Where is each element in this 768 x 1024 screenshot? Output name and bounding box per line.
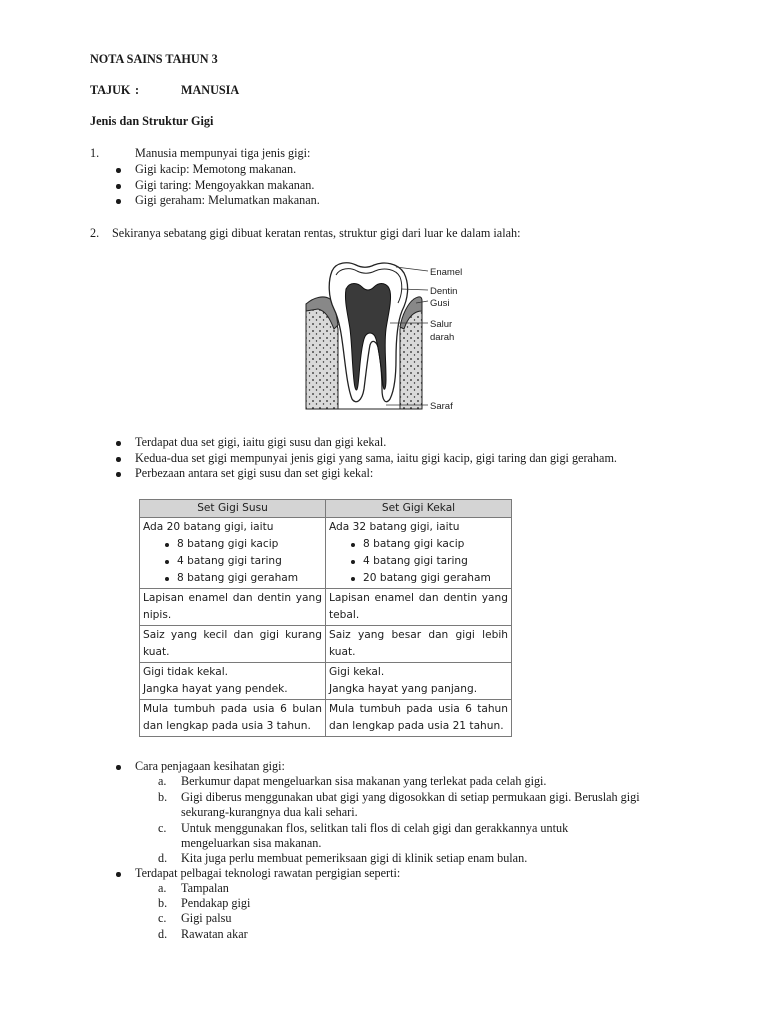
bullet-icon [116, 441, 121, 446]
set-bullet-text: Terdapat dua set gigi, iaitu gigi susu dan gigi kekal. [135, 435, 387, 449]
list-item: 20 batang gigi geraham [351, 570, 508, 587]
label-saraf: Saraf [430, 401, 453, 412]
table-row [140, 518, 512, 589]
point-2-text: Sekiranya sebatang gigi dibuat keratan rentas, struktur gigi dari luar ke dalam ialah: [112, 226, 521, 240]
list-item: 8 batang gigi kacip [351, 536, 508, 553]
document-title: NOTA SAINS TAHUN 3 [90, 52, 218, 66]
table-cell: Lapisan enamel dan dentin yang tebal. [326, 589, 512, 626]
tooth-type-item: Gigi taring: Mengoyakkan makanan. [135, 178, 315, 192]
bullet-icon [116, 765, 121, 770]
tech-heading: Terdapat pelbagai teknologi rawatan pergigian seperti: [135, 866, 401, 880]
table-cell [140, 518, 326, 589]
point-1-number: 1. [90, 146, 100, 160]
care-item-text: Untuk menggunakan flos, selitkan tali flos di celah gigi dan gerakkannya untuk [181, 821, 569, 835]
tech-item-letter: d. [158, 927, 168, 941]
care-item-letter: b. [158, 790, 168, 804]
table-cell: Saiz yang besar dan gigi lebih kuat. [326, 626, 512, 663]
tech-item-text: Gigi palsu [181, 911, 232, 925]
list-item: 4 batang gigi taring [351, 553, 508, 570]
header-set-gigi-kekal: Set Gigi Kekal [326, 500, 512, 518]
list-item: 8 batang gigi kacip [165, 536, 322, 553]
table-row [140, 626, 512, 663]
cell-intro: Ada 32 batang gigi, iaitu [329, 521, 460, 533]
label-darah: darah [430, 332, 455, 343]
set-bullet-text: Kedua-dua set gigi mempunyai jenis gigi yang sama, iaitu gigi kacip, gigi taring dan gigi geraham. [135, 451, 617, 465]
topic-label: TAJUK [90, 83, 131, 97]
bullet-icon [116, 457, 121, 462]
point-1-text: Manusia mempunyai tiga jenis gigi: [135, 146, 311, 160]
label-salur: Salur [430, 319, 453, 330]
label-dentin: Dentin [430, 286, 458, 297]
label-gusi: Gusi [430, 298, 450, 309]
table-cell [326, 663, 512, 700]
tech-item-text: Tampalan [181, 881, 229, 895]
table-row [140, 589, 512, 626]
bullet-icon [116, 199, 121, 204]
point-2-number: 2. [90, 226, 100, 240]
care-item-text: mengeluarkan sisa makanan. [181, 836, 322, 850]
table-header-row [140, 500, 512, 518]
table-cell: Mula tumbuh pada usia 6 bulan dan lengkap pada usia 3 tahun. [140, 700, 326, 737]
list-item: 4 batang gigi taring [165, 553, 322, 570]
table-row [140, 663, 512, 700]
topic-value: MANUSIA [181, 83, 240, 97]
table-cell: Lapisan enamel dan dentin yang nipis. [140, 589, 326, 626]
tech-item-text: Pendakap gigi [181, 896, 251, 910]
tooth-cross-section-diagram [304, 259, 469, 417]
header-set-gigi-susu: Set Gigi Susu [140, 500, 326, 518]
table-cell [140, 663, 326, 700]
care-item-letter: a. [158, 774, 167, 788]
list-item: 8 batang gigi geraham [165, 570, 322, 587]
set-bullet-text: Perbezaan antara set gigi susu dan set gigi kekal: [135, 466, 374, 480]
cell-intro: Ada 20 batang gigi, iaitu [143, 521, 274, 533]
care-item-text: Gigi diberus menggunakan ubat gigi yang digosokkan di setiap permukaan gigi. Beruslah gigi [181, 790, 640, 804]
comparison-table [139, 499, 512, 737]
care-item-text: Kita juga perlu membuat pemeriksaan gigi di klinik setiap enam bulan. [181, 851, 528, 865]
care-item-letter: c. [158, 821, 167, 835]
tech-item-text: Rawatan akar [181, 927, 248, 941]
cell-line: Gigi tidak kekal. [143, 666, 229, 678]
cell-line: Jangka hayat yang pendek. [143, 683, 288, 695]
bullet-icon [116, 168, 121, 173]
tech-item-letter: b. [158, 896, 168, 910]
table-cell: Saiz yang kecil dan gigi kurang kuat. [140, 626, 326, 663]
topic-separator: : [135, 83, 140, 97]
table-row [140, 700, 512, 737]
bullet-icon [116, 184, 121, 189]
care-heading: Cara penjagaan kesihatan gigi: [135, 759, 285, 773]
care-item-text: Berkumur dapat mengeluarkan sisa makanan yang terlekat pada celah gigi. [181, 774, 547, 788]
table-cell: Mula tumbuh pada usia 6 tahun dan lengkap pada usia 21 tahun. [326, 700, 512, 737]
table-cell [326, 518, 512, 589]
bullet-icon [116, 472, 121, 477]
label-enamel: Enamel [430, 267, 463, 278]
bullet-icon [116, 872, 121, 877]
tooth-type-item: Gigi kacip: Memotong makanan. [135, 162, 297, 176]
tech-item-letter: a. [158, 881, 167, 895]
tooth-type-item: Gigi geraham: Melumatkan makanan. [135, 193, 320, 207]
section-title: Jenis dan Struktur Gigi [90, 114, 214, 128]
cell-line: Jangka hayat yang panjang. [329, 683, 478, 695]
care-item-text: sekurang-kurangnya dua kali sehari. [181, 805, 358, 819]
care-item-letter: d. [158, 851, 168, 865]
cell-line: Gigi kekal. [329, 666, 385, 678]
tech-item-letter: c. [158, 911, 167, 925]
